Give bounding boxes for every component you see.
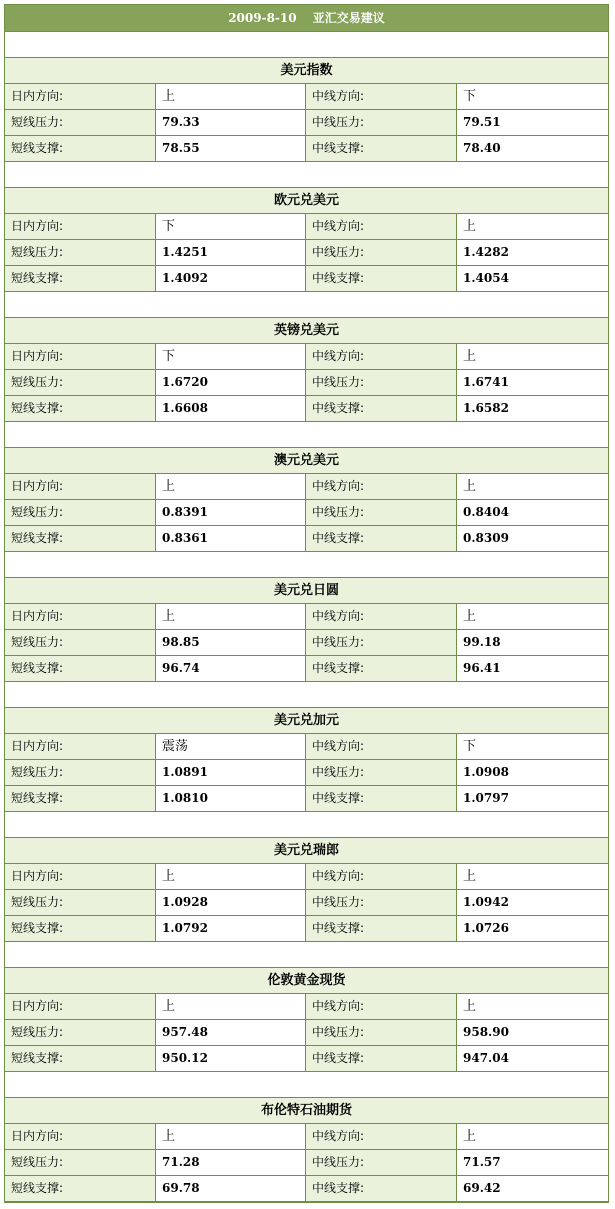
mid-support-label: 中线支撑:: [306, 1176, 457, 1201]
support-row: [5, 916, 608, 942]
mid-resistance-value: 1.0908: [457, 760, 608, 785]
resistance-row: [5, 1020, 608, 1046]
mid-resistance-value: 71.57: [457, 1150, 608, 1175]
mid-resistance-label: 中线压力:: [306, 240, 457, 265]
direction-row: [5, 994, 608, 1020]
intraday-direction-value: 上: [156, 84, 306, 109]
short-resistance-label: 短线压力:: [5, 630, 156, 655]
short-support-label: 短线支撑:: [5, 136, 156, 161]
mid-resistance-label: 中线压力:: [306, 630, 457, 655]
mid-resistance-label: 中线压力:: [306, 1020, 457, 1045]
direction-row: [5, 344, 608, 370]
mid-direction-label: 中线方向:: [306, 474, 457, 499]
short-resistance-label: 短线压力:: [5, 760, 156, 785]
mid-support-value: 0.8309: [457, 526, 608, 551]
mid-resistance-label: 中线压力:: [306, 890, 457, 915]
short-support-value: 78.55: [156, 136, 306, 161]
mid-resistance-label: 中线压力:: [306, 500, 457, 525]
intraday-direction-label: 日内方向:: [5, 864, 156, 889]
intraday-direction-label: 日内方向:: [5, 84, 156, 109]
short-support-label: 短线支撑:: [5, 396, 156, 421]
mid-direction-value: 上: [457, 1124, 608, 1149]
mid-direction-label: 中线方向:: [306, 734, 457, 759]
short-resistance-value: 1.0928: [156, 890, 306, 915]
mid-direction-value: 下: [457, 734, 608, 759]
mid-direction-value: 上: [457, 994, 608, 1019]
section-title: 美元指数: [5, 58, 608, 84]
short-support-label: 短线支撑:: [5, 656, 156, 681]
mid-support-value: 1.4054: [457, 266, 608, 291]
resistance-row: [5, 500, 608, 526]
short-support-value: 1.0792: [156, 916, 306, 941]
instrument-section: [5, 292, 608, 422]
section-title: 美元兑日圆: [5, 578, 608, 604]
section-spacer: [5, 32, 608, 58]
short-resistance-label: 短线压力:: [5, 1150, 156, 1175]
short-resistance-value: 71.28: [156, 1150, 306, 1175]
intraday-direction-label: 日内方向:: [5, 1124, 156, 1149]
instrument-section: [5, 552, 608, 682]
support-row: [5, 526, 608, 552]
support-row: [5, 656, 608, 682]
section-title: 美元兑加元: [5, 708, 608, 734]
mid-direction-label: 中线方向:: [306, 604, 457, 629]
mid-resistance-value: 958.90: [457, 1020, 608, 1045]
short-resistance-label: 短线压力:: [5, 500, 156, 525]
mid-support-value: 1.6582: [457, 396, 608, 421]
sections-container: [5, 32, 608, 1202]
mid-resistance-value: 1.4282: [457, 240, 608, 265]
header-title: 亚汇交易建议: [312, 11, 385, 25]
short-support-label: 短线支撑:: [5, 526, 156, 551]
resistance-row: [5, 240, 608, 266]
header-date: 2009-8-10: [228, 11, 297, 25]
mid-resistance-value: 0.8404: [457, 500, 608, 525]
section-title: 布伦特石油期货: [5, 1098, 608, 1124]
intraday-direction-label: 日内方向:: [5, 214, 156, 239]
mid-resistance-label: 中线压力:: [306, 1150, 457, 1175]
mid-resistance-label: 中线压力:: [306, 760, 457, 785]
support-row: [5, 1176, 608, 1202]
intraday-direction-value: 上: [156, 1124, 306, 1149]
mid-direction-label: 中线方向:: [306, 1124, 457, 1149]
short-support-value: 96.74: [156, 656, 306, 681]
mid-direction-label: 中线方向:: [306, 864, 457, 889]
mid-direction-label: 中线方向:: [306, 344, 457, 369]
mid-support-label: 中线支撑:: [306, 916, 457, 941]
short-resistance-label: 短线压力:: [5, 890, 156, 915]
short-resistance-value: 0.8391: [156, 500, 306, 525]
instrument-section: [5, 1072, 608, 1202]
mid-support-label: 中线支撑:: [306, 396, 457, 421]
direction-row: [5, 734, 608, 760]
mid-support-label: 中线支撑:: [306, 526, 457, 551]
short-support-value: 1.4092: [156, 266, 306, 291]
resistance-row: [5, 370, 608, 396]
intraday-direction-value: 上: [156, 994, 306, 1019]
mid-support-value: 1.0726: [457, 916, 608, 941]
short-support-value: 1.6608: [156, 396, 306, 421]
instrument-section: [5, 422, 608, 552]
intraday-direction-value: 震荡: [156, 734, 306, 759]
mid-direction-label: 中线方向:: [306, 84, 457, 109]
short-support-label: 短线支撑:: [5, 1046, 156, 1071]
resistance-row: [5, 890, 608, 916]
mid-direction-label: 中线方向:: [306, 994, 457, 1019]
mid-support-value: 947.04: [457, 1046, 608, 1071]
resistance-row: [5, 1150, 608, 1176]
intraday-direction-label: 日内方向:: [5, 734, 156, 759]
section-spacer: [5, 812, 608, 838]
mid-support-value: 96.41: [457, 656, 608, 681]
intraday-direction-label: 日内方向:: [5, 474, 156, 499]
section-spacer: [5, 162, 608, 188]
section-title: 澳元兑美元: [5, 448, 608, 474]
instrument-section: [5, 812, 608, 942]
mid-direction-value: 上: [457, 344, 608, 369]
support-row: [5, 1046, 608, 1072]
short-support-label: 短线支撑:: [5, 1176, 156, 1201]
mid-support-label: 中线支撑:: [306, 136, 457, 161]
short-resistance-value: 1.4251: [156, 240, 306, 265]
mid-support-label: 中线支撑:: [306, 266, 457, 291]
intraday-direction-label: 日内方向:: [5, 604, 156, 629]
resistance-row: [5, 760, 608, 786]
intraday-direction-value: 上: [156, 604, 306, 629]
intraday-direction-value: 下: [156, 214, 306, 239]
mid-support-value: 78.40: [457, 136, 608, 161]
mid-support-value: 1.0797: [457, 786, 608, 811]
direction-row: [5, 1124, 608, 1150]
mid-resistance-value: 99.18: [457, 630, 608, 655]
short-resistance-value: 79.33: [156, 110, 306, 135]
short-resistance-label: 短线压力:: [5, 240, 156, 265]
short-support-value: 69.78: [156, 1176, 306, 1201]
instrument-section: [5, 162, 608, 292]
short-resistance-label: 短线压力:: [5, 1020, 156, 1045]
direction-row: [5, 214, 608, 240]
short-resistance-value: 957.48: [156, 1020, 306, 1045]
mid-direction-value: 上: [457, 864, 608, 889]
mid-support-value: 69.42: [457, 1176, 608, 1201]
resistance-row: [5, 110, 608, 136]
intraday-direction-label: 日内方向:: [5, 344, 156, 369]
short-support-value: 1.0810: [156, 786, 306, 811]
short-support-label: 短线支撑:: [5, 786, 156, 811]
mid-direction-value: 下: [457, 84, 608, 109]
intraday-direction-value: 上: [156, 864, 306, 889]
section-title: 英镑兑美元: [5, 318, 608, 344]
intraday-direction-value: 下: [156, 344, 306, 369]
short-support-label: 短线支撑:: [5, 916, 156, 941]
section-spacer: [5, 552, 608, 578]
short-support-label: 短线支撑:: [5, 266, 156, 291]
table-header: [5, 5, 608, 32]
mid-direction-value: 上: [457, 214, 608, 239]
direction-row: [5, 604, 608, 630]
mid-resistance-value: 79.51: [457, 110, 608, 135]
intraday-direction-label: 日内方向:: [5, 994, 156, 1019]
section-spacer: [5, 422, 608, 448]
support-row: [5, 136, 608, 162]
direction-row: [5, 864, 608, 890]
support-row: [5, 266, 608, 292]
mid-resistance-label: 中线压力:: [306, 370, 457, 395]
mid-resistance-value: 1.6741: [457, 370, 608, 395]
short-resistance-value: 1.0891: [156, 760, 306, 785]
short-resistance-value: 98.85: [156, 630, 306, 655]
support-row: [5, 396, 608, 422]
mid-support-label: 中线支撑:: [306, 656, 457, 681]
section-title: 欧元兑美元: [5, 188, 608, 214]
mid-support-label: 中线支撑:: [306, 786, 457, 811]
trading-advice-table: [4, 4, 609, 1203]
direction-row: [5, 84, 608, 110]
mid-resistance-value: 1.0942: [457, 890, 608, 915]
direction-row: [5, 474, 608, 500]
short-support-value: 0.8361: [156, 526, 306, 551]
short-resistance-value: 1.6720: [156, 370, 306, 395]
mid-direction-label: 中线方向:: [306, 214, 457, 239]
section-spacer: [5, 942, 608, 968]
short-resistance-label: 短线压力:: [5, 110, 156, 135]
mid-resistance-label: 中线压力:: [306, 110, 457, 135]
section-title: 伦敦黄金现货: [5, 968, 608, 994]
section-spacer: [5, 292, 608, 318]
mid-support-label: 中线支撑:: [306, 1046, 457, 1071]
instrument-section: [5, 942, 608, 1072]
section-title: 美元兑瑞郎: [5, 838, 608, 864]
mid-direction-value: 上: [457, 604, 608, 629]
instrument-section: [5, 682, 608, 812]
intraday-direction-value: 上: [156, 474, 306, 499]
section-spacer: [5, 1072, 608, 1098]
mid-direction-value: 上: [457, 474, 608, 499]
section-spacer: [5, 682, 608, 708]
resistance-row: [5, 630, 608, 656]
instrument-section: [5, 32, 608, 162]
short-support-value: 950.12: [156, 1046, 306, 1071]
short-resistance-label: 短线压力:: [5, 370, 156, 395]
support-row: [5, 786, 608, 812]
